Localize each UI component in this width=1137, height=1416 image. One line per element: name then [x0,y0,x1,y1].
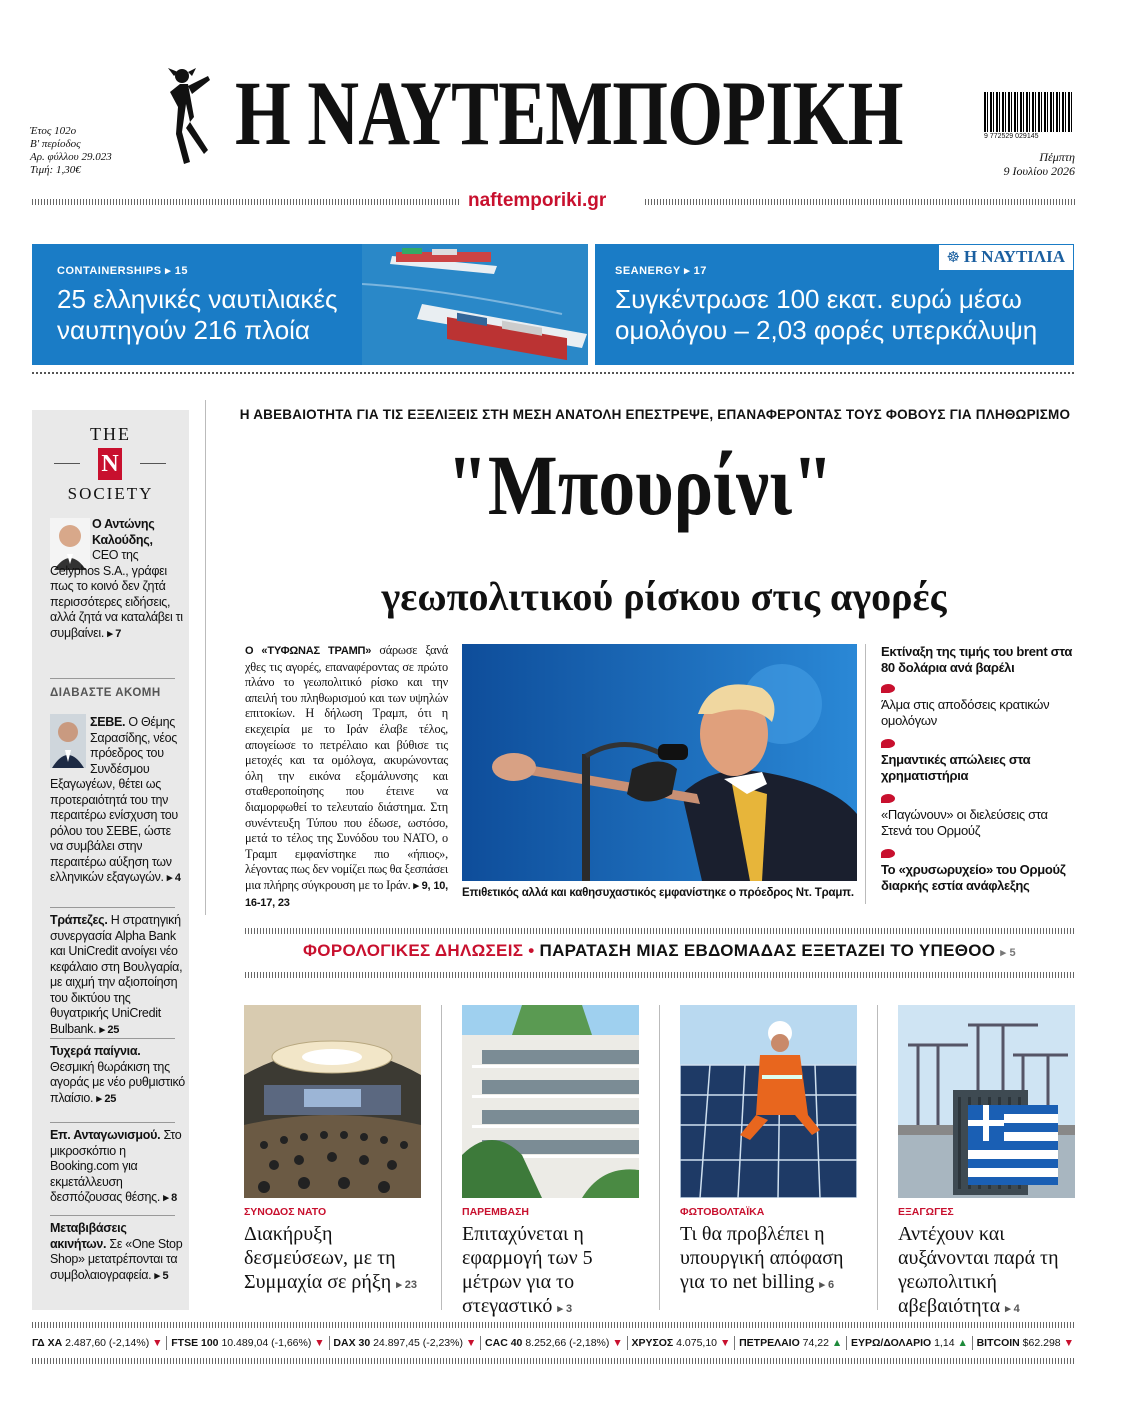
ticker-name: ΧΡΥΣΟΣ [631,1337,674,1349]
ticker-value: 10.489,04 (-1,66%) [221,1337,312,1349]
ticker-name: BITCOIN [976,1337,1020,1349]
page-ref: ▸ 25 [99,1023,120,1036]
page-ref: ▸ 5 [1000,947,1016,959]
divider [166,1336,167,1350]
bullet-icon [881,794,895,803]
divider [734,1336,735,1350]
divider [877,1005,878,1310]
divider [245,972,1074,978]
ticker-item-gold[interactable] [631,1337,730,1349]
society-logo-bottom: SOCIETY [67,484,154,503]
float-spacer [50,715,90,771]
side-item-4[interactable] [881,807,1081,839]
item-bold: Ο Αντώνης Καλούδης, [92,517,155,547]
lead-body-text: σάρωσε ξανά χθες τις αγορές, επαναφέροντας σε πρώτο πλάνο το γεωπολιτικό ρίσκο και την απειλή του πληθωρισμού και των υψηλών επιτοκίων. Η δήλωση Τραμπ, ότι η εκεχειρία με το Ιράν έλαβε τέλος, απογείωσε το πετρέλαιο και βύθισε τις μετοχές και τα ομόλογα, ακυρώνοντας όλη την εικόνα εξομάλυνσης και σταθεροποίησης που έτεινε να διαμορφωθεί το τελευταίο διάστημα. Στη συνέντευξη Τύπου που έδωσε, ωστόσο, μετά το τέλος της Συνόδου του ΝΑΤΟ, ο Τραμπ εμφανίστηκε πιο «ήπιος», λέγοντας πως δεν νομίζει πως θα ξεσπάσει μια πλήρης σύγκρουση με το Ιράν. [245,643,448,892]
divider [32,199,460,205]
card-tag: ΕΞΑΓΩΓΕΣ [898,1206,954,1218]
divider [50,1215,175,1216]
item-bold: Μεταβιβάσεις ακινήτων. [50,1221,127,1251]
society-item-4[interactable] [50,1044,185,1107]
lead-intro: Ο «ΤΥΦΩΝΑΣ ΤΡΑΜΠ» [245,645,372,657]
divider [32,372,1074,374]
side-item-text: Σημαντικές απώλειες στα χρηματιστήρια [881,752,1031,783]
society-item-1-head [92,517,187,548]
item-text: Σε «One Stop Shop» μετατρέπονται τα συμβολαιογραφεία. [50,1236,183,1282]
card-title: Διακήρυξη δεσμεύσεων, με τη Συμμαχία σε ρήξη [244,1223,396,1293]
society-logo-letter: N [98,448,122,480]
ticker-item-dax[interactable] [333,1337,476,1349]
weekday: Πέμπτη [1039,150,1075,164]
divider [441,1005,442,1310]
side-item-1[interactable] [881,644,1081,676]
side-item-text: Εκτίναξη της τιμής του brent στα 80 δολάρια ανά βαρέλι [881,644,1073,675]
barcode-icon [984,92,1074,132]
page-ref: ▸ 23 [396,1279,418,1291]
ticker-name: FTSE 100 [171,1337,219,1349]
side-item-text: Το «χρυσωρυχείο» του Ορμούζ διαρκής εστία ανάφλεξης [881,862,1066,893]
page-ref: ▸ 5 [154,1269,169,1282]
page-ref: ▸ 3 [557,1303,573,1315]
lead-body [245,643,448,911]
page-ref: ▸ 4 [166,872,181,884]
society-item-5[interactable] [50,1128,185,1207]
divider [50,907,175,908]
side-item-text: «Παγώνουν» οι διελεύσεις στα Στενά του Ορμούζ [881,807,1048,838]
solar-panels-image [680,1005,857,1198]
nautilia-brand [938,244,1074,271]
item-text: Η στρατηγική συνεργασία Alpha Bank και UniCredit ανοίγει νέο κεφάλαιο στη Βουλγαρία, με αιχμή την αξιοποίηση του δικτύου της θυγατρικής UniCredit Bulbank. [50,913,183,1036]
divider [32,1322,1074,1328]
trump-photo[interactable] [462,644,857,881]
down-arrow-icon: ▼ [612,1337,623,1349]
divider [480,1336,481,1350]
page-ref: ▸ 9, 10, 16-17, 23 [245,879,449,909]
strip-black: ΠΑΡΑΤΑΣΗ ΜΙΑΣ ΕΒΔΟΜΑΔΑΣ ΕΞΕΤΑΖΕΙ ΤΟ ΥΠΕΘΟΟ [539,941,996,960]
ticker-name: CAC 40 [485,1337,523,1349]
item-bold: Επ. Ανταγωνισμού. [50,1128,161,1142]
item-bold: Τυχερά παίγνια. [50,1044,141,1058]
photo-caption: Επιθετικός αλλά και καθησυχαστικός εμφανίστηκε ο πρόεδρος Ντ. Τραμπ. [462,887,854,899]
page-ref: ▸ 7 [107,627,122,640]
society-item-1[interactable] [50,548,185,642]
up-arrow-icon: ▲ [957,1337,968,1349]
divider [205,400,206,915]
page-ref: ▸ 4 [1005,1303,1020,1315]
container-port-image [898,1005,1075,1198]
card-title: Τι θα προβλέπει η υπουργική απόφαση για το net billing [680,1223,844,1293]
card-title: Επιταχύνεται η εφαρμογή των 5 μέτρων για το στεγαστικό [462,1223,593,1317]
ticker-value: 8.252,66 (-2,18%) [525,1337,610,1349]
item-text: CEO της Celyphos S.A., γράφει πως το κοινό δεν ζητά περισσότερες ειδήσεις, αλλά ζητά να καταλάβει τι συμβαίνει. [50,548,183,640]
helm-icon: ☸ [946,250,964,266]
bullet-icon [881,739,895,748]
market-ticker [32,1336,1074,1350]
ticker-item-gdxa[interactable] [32,1337,163,1349]
bullet-icon [881,684,895,693]
card-1[interactable] [244,1222,424,1297]
ticker-item-cac[interactable] [485,1337,623,1349]
item-text: Ο Θέμης Σαρασίδης, νέος πρόεδρος του Συνδέσμου Εξαγωγέων, θέτει ως προτεραιότητά του την περαιτέρω ενίσχυση του ρόλου του ΣΕΒΕ, ώστε να συμβάλει στην περαιτέρω αύξηση των ελληνικών εξαγωγών. [50,715,178,884]
ticker-name: ΓΔ ΧΑ [32,1337,63,1349]
down-arrow-icon: ▼ [1063,1337,1074,1349]
apartment-building-image [462,1005,639,1198]
ticker-value: 4.075,10 [676,1337,718,1349]
society-logo-top: THE [90,424,131,444]
strip-red: ΦΟΡΟΛΟΓΙΚΕΣ ΔΗΛΩΣΕΙΣ • [303,941,535,960]
banner-title-line: 25 ελληνικές ναυτιλιακές [57,284,338,314]
issue-price: Τιμή: 1,30€ [30,164,81,176]
item-text: Στο μικροσκόπιο η Booking.com για εκμετάλλευση δεσπόζουσας θέσης. [50,1128,182,1204]
banner-tag: CONTAINERSHIPS ▸ 15 [57,265,188,277]
divider [54,463,80,464]
lead-kicker: Η ΑΒΕΒΑΙΟΤΗΤΑ ΓΙΑ ΤΙΣ ΕΞΕΛΙΞΕΙΣ ΣΤΗ ΜΕΣΗ ΑΝΑΤΟΛΗ ΕΠΕΣΤΡΕΨΕ, ΕΠΑΝΑΦΕΡΟΝΤΑΣ ΤΟΥΣ ΦΟΒΟΥΣ ΓΙΑ ΠΛΗΘΩΡΙΣΜΟ [239,407,1071,422]
banner-title [57,284,338,346]
item-bold: Τράπεζες. [50,913,108,927]
society-item-3[interactable] [50,913,185,1038]
ticker-value: 74,22 [802,1337,829,1349]
side-item-2[interactable] [881,697,1081,729]
divider [50,678,175,679]
card-title: Αντέχουν και αυξάνονται παρά τη γεωπολιτική αβεβαιότητα [898,1223,1059,1317]
lead-subhead: γεωπολιτικού ρίσκου στις αγορές [381,574,947,619]
ticker-value: 1,14 [934,1337,955,1349]
issue-date [1003,150,1075,178]
banner-title-line: Συγκέντρωσε 100 εκατ. ευρώ μέσω [615,284,1022,314]
issue-period: Β' περίοδος [30,138,81,150]
page-ref: ▸ 8 [163,1192,177,1204]
divider [140,463,166,464]
divider [659,1005,660,1310]
divider [50,1122,175,1123]
society-column [32,410,189,1310]
card-tag: ΠΑΡΕΜΒΑΣΗ [462,1206,529,1218]
side-item-text: Άλμα στις αποδόσεις κρατικών ομολόγων [881,697,1050,728]
banner-title [615,284,1037,346]
down-arrow-icon: ▼ [314,1337,325,1349]
side-item-3[interactable] [881,752,1081,784]
card-3[interactable] [680,1222,860,1297]
divider [245,928,1074,934]
up-arrow-icon: ▲ [831,1337,843,1349]
banner-title-line: ομολόγου – 2,03 φορές υπερκάλυψη [615,315,1038,345]
ticker-name: ΠΕΤΡΕΛΑΙΟ [739,1337,800,1349]
divider [645,199,1075,205]
ticker-name: DAX 30 [333,1337,371,1349]
divider [627,1336,628,1350]
item-text: Θεσμική θωράκιση της αγοράς με νέο ρυθμιστικό πλαίσιο. [50,1059,185,1105]
divider [865,644,866,904]
banner-tag: SEANERGY ▸ 17 [615,265,707,277]
page-ref: ▸ 6 [819,1279,835,1291]
site-url-link[interactable]: naftemporiki.gr [468,190,607,211]
down-arrow-icon: ▼ [152,1337,163,1349]
side-item-5[interactable] [881,862,1081,894]
nato-summit-image [244,1005,421,1198]
society-item-6[interactable] [50,1221,185,1284]
bullet-icon [881,849,895,858]
lead-side-list [881,644,1081,894]
ticker-value: 2.487,60 (-2,14%) [65,1337,150,1349]
full-date: 9 Ιουλίου 2026 [1003,164,1075,178]
card-tag: ΣΥΝΟΔΟΣ ΝΑΤΟ [244,1206,327,1218]
masthead-title: Η ΝΑΥΤΕΜΠΟΡΙΚΗ [235,62,903,164]
brand-label: Η ΝΑΥΤΙΛΙΑ [963,247,1065,266]
ships-image [362,244,588,365]
banner-title-line: ναυπηγούν 216 πλοία [57,315,310,345]
divider [846,1336,847,1350]
hermes-logo-icon [160,62,220,177]
barcode-number: 9 772529 029145 [984,133,1039,140]
down-arrow-icon: ▼ [719,1337,731,1349]
read-more-heading: ΔΙΑΒΑΣΤΕ ΑΚΟΜΗ [50,687,161,699]
ticker-item-bitcoin[interactable] [977,1337,1074,1349]
banner-containerships[interactable] [32,244,588,365]
issue-year: Έτος 102ο [30,125,77,137]
ticker-item-eurusd[interactable] [851,1337,968,1349]
ticker-name: ΕΥΡΩ/ΔΟΛΑΡΙΟ [851,1337,932,1349]
card-2[interactable] [462,1222,642,1321]
item-bold: ΣΕΒΕ. [90,715,126,729]
ticker-item-oil[interactable] [739,1337,842,1349]
issue-info [30,125,112,177]
down-arrow-icon: ▼ [465,1337,477,1349]
card-4[interactable] [898,1222,1078,1321]
divider [50,1038,175,1039]
ticker-value: $62.298 [1022,1337,1061,1349]
divider [972,1336,973,1350]
ticker-item-ftse[interactable] [171,1337,324,1349]
banner-seanergy[interactable] [595,244,1074,365]
card-tag: ΦΩΤΟΒΟΛΤΑΪΚΑ [680,1206,765,1218]
tax-strip[interactable] [245,941,1074,961]
issue-number: Αρ. φύλλου 29.023 [30,151,112,163]
ticker-value: 24.897,45 (-2,23%) [373,1337,463,1349]
page-ref: ▸ 25 [96,1092,117,1105]
divider [32,1358,1074,1364]
society-item-2[interactable] [50,715,185,887]
lead-headline[interactable]: "Μπουρίνι" [446,437,834,533]
divider [329,1336,330,1350]
